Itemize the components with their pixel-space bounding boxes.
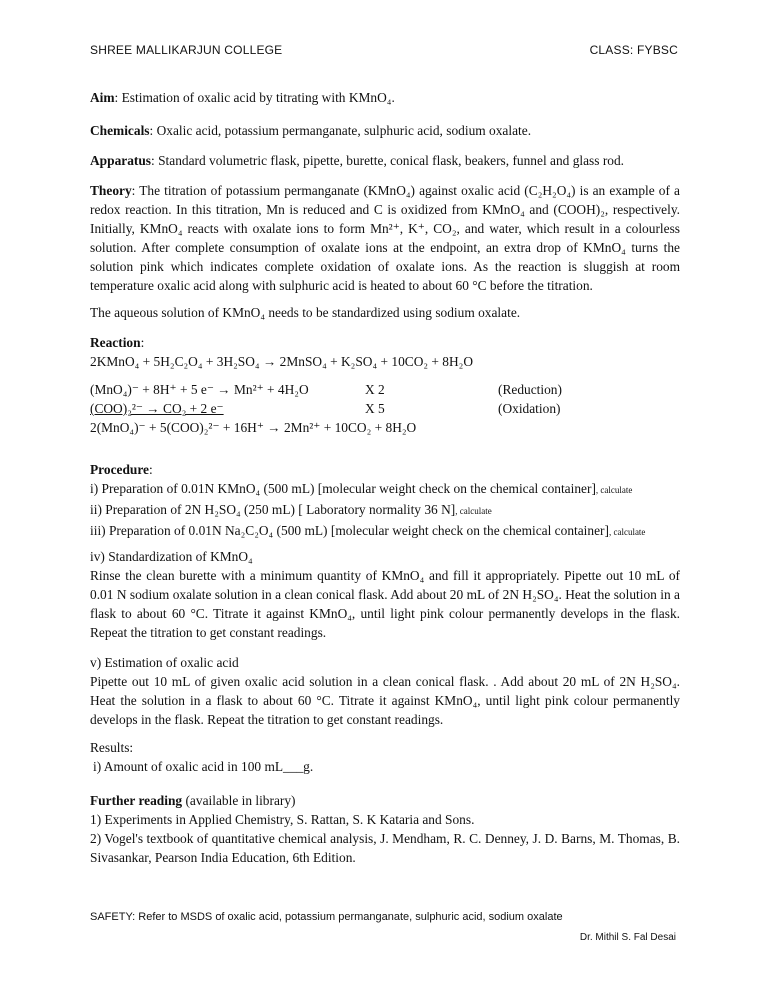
further-reading-section: [90, 791, 680, 867]
reference-item: 1) Experiments in Applied Chemistry, S. Rattan, S. K Kataria and Sons.: [90, 812, 475, 827]
class-header: CLASS: FYBSC: [589, 43, 678, 57]
chemicals-text: : Oxalic acid, potassium permanganate, sulphuric acid, sodium oxalate.: [149, 123, 532, 138]
procedure-label: Procedure: [90, 462, 150, 477]
college-header: SHREE MALLIKARJUN COLLEGE: [90, 43, 283, 57]
apparatus-label: Apparatus: [90, 153, 152, 168]
aim-text: : Estimation of oxalic acid by titrating with KMnO₄.: [114, 90, 395, 105]
apparatus-paragraph: [90, 151, 680, 170]
standardization-section: [90, 547, 680, 642]
procedure-item: i) Preparation of 0.01N KMnO₄ (500 mL) [molecular weight check on the chemical container], calculate: [90, 481, 633, 496]
overall-equation: 2KMnO₄ + 5H₂C₂O₄ + 3H₂SO₄ → 2MnSO₄ + K₂SO₄ + 10CO₂ + 8H₂O: [90, 354, 473, 369]
standardization-text: Rinse the clean burette with a minimum quantity of KMnO₄ and fill it appropriately. Pipette out 10 mL of 0.01 N sodium oxalate solution in a clean conical flask. Add about 20 mL of 2N H₂SO₄. Heat the solution in a flask to about 60 °C. Titrate it against KMnO₄, until light pink colour permanently develops in the flask. Repeat the titration to get constant readings.: [90, 568, 680, 640]
aim-paragraph: [90, 88, 680, 107]
reaction-label: Reaction: [90, 335, 141, 350]
net-equation: 2(MnO₄)⁻ + 5(COO)₂²⁻ + 16H⁺ → 2Mn²⁺ + 10CO₂ + 8H₂O: [90, 420, 417, 435]
standardization-title: iv) Standardization of KMnO₄: [90, 549, 253, 564]
estimation-title: v) Estimation of oxalic acid: [90, 655, 239, 670]
author-credit: Dr. Mithil S. Fal Desai: [579, 932, 676, 943]
estimation-text: Pipette out 10 mL of given oxalic acid solution in a clean conical flask. . Add about 20 mL of 2N H₂SO₄. Heat the solution in a flask to about 60 °C. Titrate it against KMnO₄, until light pink colour permanently develops in the flask. Repeat the titration to get constant readings.: [90, 674, 680, 727]
results-item: i) Amount of oxalic acid in 100 mL___g.: [93, 759, 314, 774]
reference-item: 2) Vogel's textbook of quantitative chemical analysis, J. Mendham, R. C. Denney, J. D. Barns, M. Thomas, B. Sivasankar, Pearson India Education, 6th Edition.: [90, 831, 680, 865]
results-label: Results:: [90, 740, 134, 755]
oxidation-multiplier: X 5: [365, 401, 385, 416]
chemicals-paragraph: [90, 121, 680, 140]
procedure-item: ii) Preparation of 2N H₂SO₄ (250 mL) [ Laboratory normality 36 N], calculate: [90, 502, 492, 517]
aim-label: Aim: [90, 90, 115, 105]
reduction-equation: (MnO₄)⁻ + 8H⁺ + 5 e⁻ → Mn²⁺ + 4H₂O: [90, 382, 309, 397]
further-reading-note: (available in library): [182, 793, 296, 808]
procedure-item: iii) Preparation of 0.01N Na₂C₂O₄ (500 mL) [molecular weight check on the chemical container], calculate: [90, 523, 646, 538]
estimation-section: [90, 653, 680, 729]
apparatus-text: : Standard volumetric flask, pipette, burette, conical flask, beakers, funnel and glass rod.: [151, 153, 625, 168]
procedure-section: Procedure: i) Preparation of 0.01N KMnO₄ (500 mL) [molecular weight check on the chemical container], calculate ii) Preparation of 2N H₂SO₄ (250 mL) [ Laboratory normality 36 N], calculate iii) Preparation of 0.01N Na₂C₂O₄ (500 mL) [molecular weight check on the chemical container], calculate: [90, 460, 680, 542]
theory-text: : The titration of potassium permanganate (KMnO₄) against oxalic acid (C₂H₂O₄) is an example of a redox reaction. In this titration, Mn is reduced and C is oxidized from KMnO₄ and (COOH)₂, respectively. Initially, KMnO₄ reacts with oxalate ions to form Mn²⁺, K⁺, CO₂, and water, which result in a colourless solution. After complete consumption of oxalate ions at the endpoint, an extra drop of KMnO₄ turns the solution pink which indicates complete oxidation of oxalate ions. As the reaction is sluggish at room temperature oxalic acid along with sulphuric acid is heated to about 60 °C before the titration.: [90, 183, 680, 293]
reduction-multiplier: X 2: [365, 382, 385, 397]
reduction-type: (Reduction): [498, 382, 562, 397]
further-reading-label: Further reading: [90, 793, 183, 808]
oxidation-equation: (COO)₂²⁻ → CO₂ + 2 e⁻: [90, 401, 224, 416]
theory-paragraph: [90, 181, 680, 295]
theory-label: Theory: [90, 183, 132, 198]
chemicals-label: Chemicals: [90, 123, 150, 138]
oxidation-type: (Oxidation): [498, 401, 561, 416]
results-section: [90, 738, 680, 776]
safety-note: SAFETY: Refer to MSDS of oxalic acid, potassium permanganate, sulphuric acid, sodium oxalate: [90, 911, 563, 923]
reaction-section: Reaction: 2KMnO₄ + 5H₂C₂O₄ + 3H₂SO₄ → 2MnSO₄ + K₂SO₄ + 10CO₂ + 8H₂O (MnO₄)⁻ + 8H⁺ + 5 e⁻ → Mn²⁺ + 4H₂O X 2 (Reduction) (COO)₂²⁻ → CO₂ + 2 e⁻ X 5 (Oxidation) 2(MnO₄)⁻ + 5(COO)₂²⁻ + 16H⁺ → 2Mn²⁺ + 10CO₂ + 8H₂O: [90, 333, 680, 437]
half-reaction-reduction: [90, 380, 680, 399]
theory-note: The aqueous solution of KMnO₄ needs to be standardized using sodium oxalate.: [90, 305, 521, 320]
half-reaction-oxidation: [90, 399, 680, 418]
